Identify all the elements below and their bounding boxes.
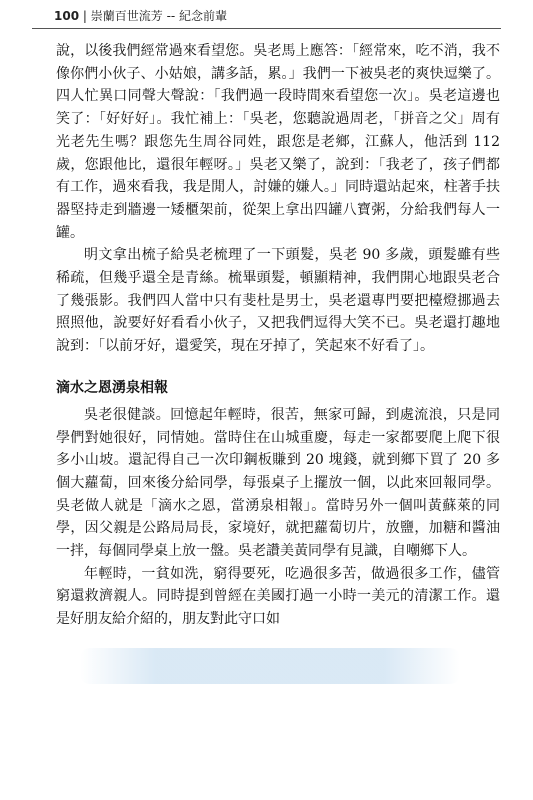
page-number: 100 <box>54 9 80 23</box>
paragraph-continued: 說，以後我們經常過來看望您。吳老馬上應答：「經常來，吃不消，我不像你們小伙子、小姑娘，講多話，累。」我們一下被吳老的爽快逗樂了。四人忙異口同聲大聲說：「我們過一段時間來看望您一次」。吳老這邊也笑了：「好好好」。我忙補上：「吳老，您聽說過周老，「拼音之父」周有光老先生嗎？跟您先生周谷同姓，跟您是老鄉，江蘇人，他活到 112 歲，您跟他比，還很年輕呀。」吳老又樂了，說到：「我老了，孩子們都有工作，過來看我，我是閒人，討嫌的嫌人。」同時還站起來，柱著手扶器堅持走到牆邊一矮櫃架前，從架上拿出四罐八寶粥，分給我們每人一罐。 <box>56 43 500 241</box>
watermark-band <box>80 648 460 684</box>
page-body <box>56 40 500 631</box>
paragraph: 吳老很健談。回憶起年輕時，很苦，無家可歸，到處流浪，只是同學們對她很好，同情她。當時住在山城重慶，每走一家都要爬上爬下很多小山坡。還記得自己一次印鋼板賺到 20 塊錢，就到鄉下買了 20 多個大蘿蔔，回來後分給同學，每張桌子上擺放一個，以此來回報同學。吳老做人就是「滴水之恩，當湧泉相報」。當時另外一個叫黃蘇萊的同學，因父親是公路局局長，家境好，就把蘿蔔切片，放鹽，加糖和醬油一拌，每個同學桌上放一盤。吳老讚美黃同學有見識，自嘲鄉下人。 <box>56 406 500 560</box>
paragraph: 明文拿出梳子給吳老梳理了一下頭髮，吳老 90 多歲，頭髮雖有些稀疏，但幾乎還全是青絲。梳畢頭髮，頓顯精神，我們開心地跟吳老合了幾張影。我們四人當中只有斐杜是男士，吳老還專門要把檯燈挪過去照照他，說要好好看看小伙子，又把我們逗得大笑不已。吳老還打趣地說到：「以前牙好，還愛笑，現在牙掉了，笑起來不好看了」。 <box>56 247 500 355</box>
paragraph: 年輕時，一貧如洗，窮得要死，吃過很多苦，做過很多工作，儘管窮還救濟親人。同時提到曾經在美國打過一小時一美元的清潔工作。還是好朋友給介紹的，朋友對此守口如 <box>56 565 500 628</box>
book-title: 崇蘭百世流芳 -- 紀念前輩 <box>90 9 228 23</box>
running-header <box>54 8 493 24</box>
header-rule <box>32 28 501 29</box>
header-separator-icon: | <box>82 9 91 23</box>
section-heading: 滴水之恩湧泉相報 <box>56 379 168 396</box>
